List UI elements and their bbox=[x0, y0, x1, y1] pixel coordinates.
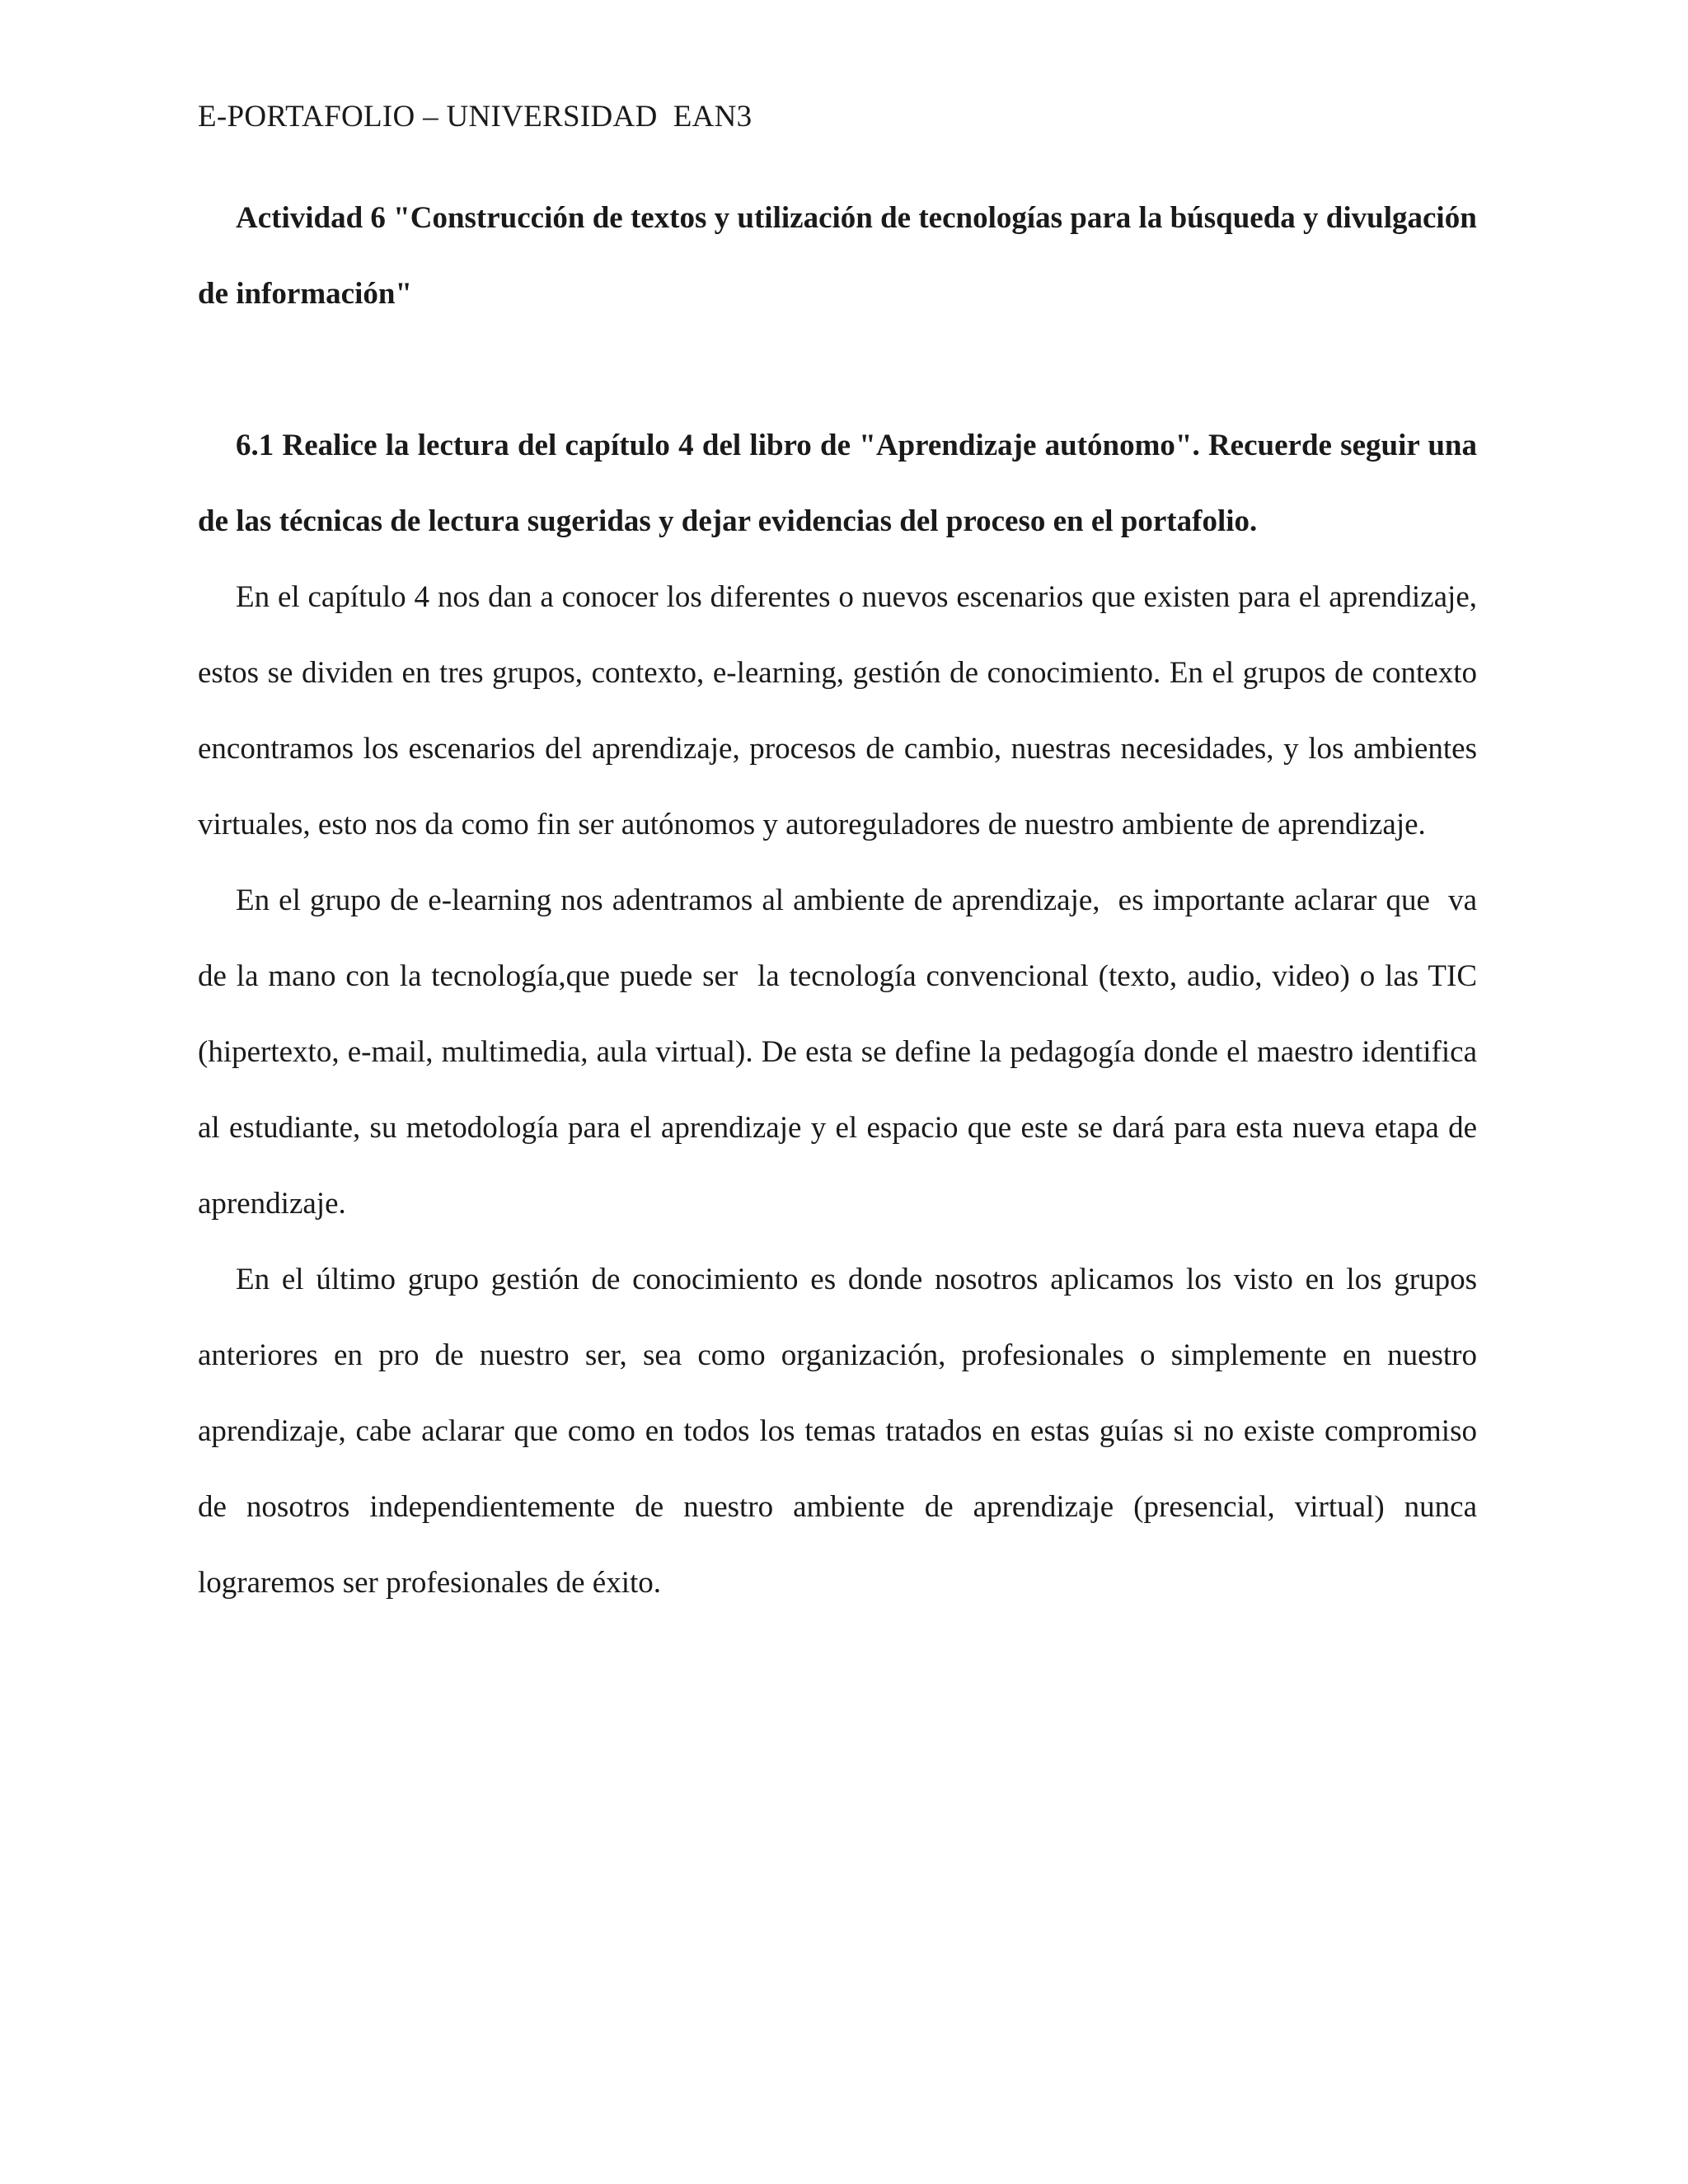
paragraph-knowledge-management: En el último grupo gestión de conocimiento es donde nosotros aplicamos los visto en los grupos anteriores en pro de nuestro ser, sea como organización, profesionales o simplemente en nuestro aprendizaje, cabe aclarar que como en todos los temas tratados en estas guías si no existe compromiso de nosotros independientemente de nuestro ambiente de aprendizaje (presencial, virtual) nunca lograremos ser profesionales de éxito. bbox=[198, 1263, 1485, 1600]
running-head: E-PORTAFOLIO – UNIVERSIDAD EAN3 bbox=[198, 100, 753, 134]
question-prompt: 6.1 Realice la lectura del capítulo 4 del libro de "Aprendizaje autónomo". Recuerde seguir una de las técnicas de lectura sugeridas y dejar evidencias del proceso en el portafolio. bbox=[198, 429, 1477, 538]
document-page bbox=[198, 92, 1485, 1621]
paragraph-context: En el capítulo 4 nos dan a conocer los diferentes o nuevos escenarios que existen para el aprendizaje, estos se dividen en tres grupos, contexto, e-learning, gestión de conocimiento. En el grupos de contexto encontramos los escenarios del aprendizaje, procesos de cambio, nuestras necesidades, y los ambientes virtuales, esto nos da como fin ser autónomos y autoreguladores de nuestro ambiente de aprendizaje. bbox=[198, 580, 1485, 841]
activity-title: Actividad 6 "Construcción de textos y utilización de tecnologías para la búsqueda y divulgación de información" bbox=[198, 201, 1477, 311]
paragraph-elearning: En el grupo de e-learning nos adentramos al ambiente de aprendizaje, es importante aclarar que va de la mano con la tecnología,que puede ser la tecnología convencional (texto, audio, video) o las TIC (hipertexto, e-mail, multimedia, aula virtual). De esta se define la pedagogía donde el maestro identifica al estudiante, su metodología para el aprendizaje y el espacio que este se dará para esta nueva etapa de aprendizaje. bbox=[198, 883, 1485, 1221]
